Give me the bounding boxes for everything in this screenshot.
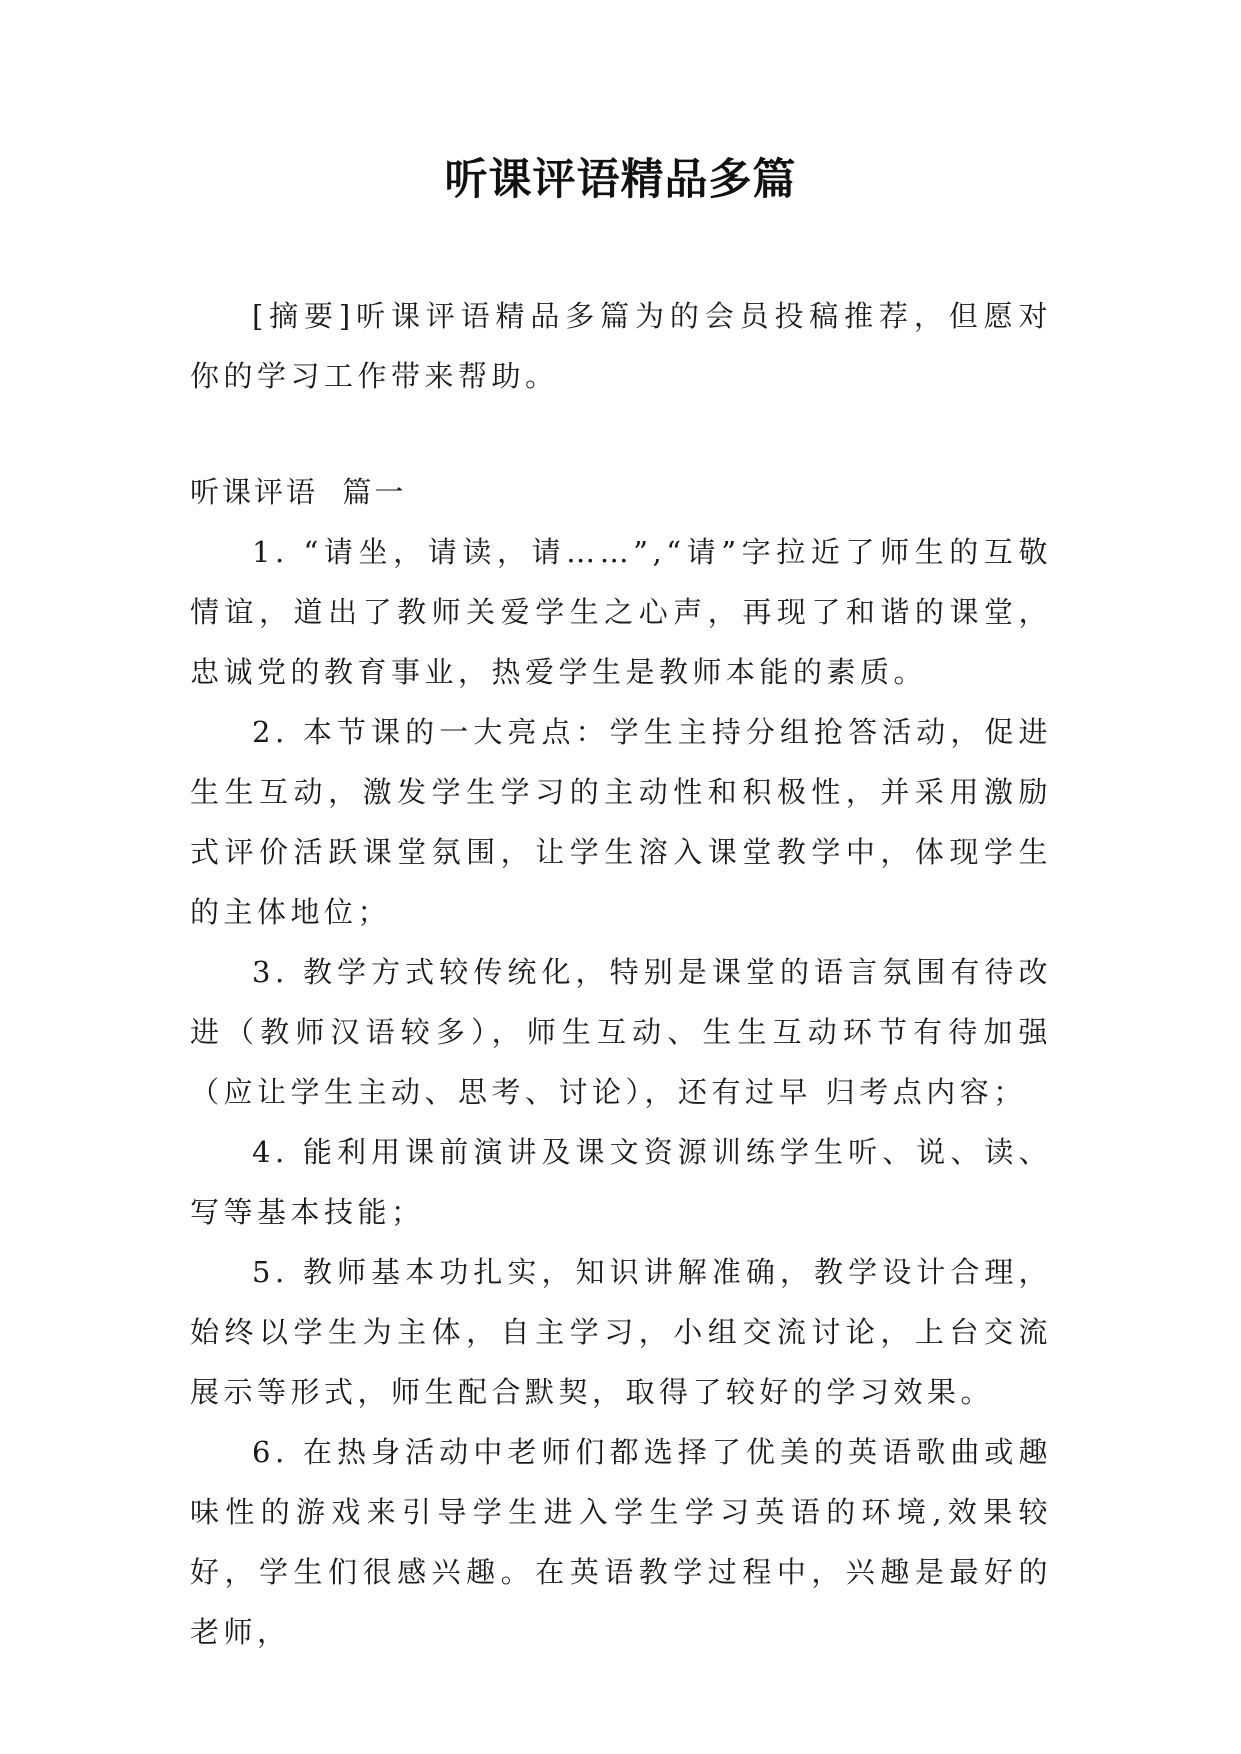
document-title: 听课评语精品多篇 (444, 155, 797, 205)
abstract-paragraph: [摘要]听课评语精品多篇为的会员投稿推荐，但愿对你的学习工作带来帮助。 (190, 299, 1052, 393)
comment-item-4: 4. 能利用课前演讲及课文资源训练学生听、说、读、写等基本技能； (190, 1135, 1052, 1229)
comment-item-3: 3. 教学方式较传统化，特别是课堂的语言氛围有待改进（教师汉语较多），师生互动、生生互动环节有待加强（应让学生主动、思考、讨论），还有过早 归考点内容； (190, 955, 1052, 1109)
comment-item-5: 5. 教师基本功扎实，知识讲解准确，教学设计合理，始终以学生为主体，自主学习，小组交流讨论，上台交流展示等形式，师生配合默契，取得了较好的学习效果。 (190, 1255, 1052, 1409)
comment-item-6: 6. 在热身活动中老师们都选择了优美的英语歌曲或趣味性的游戏来引导学生进入学生学习英语的环境,效果较好，学生们很感兴趣。在英语教学过程中，兴趣是最好的老师， (190, 1435, 1052, 1649)
section-heading: 听课评语 篇一 (190, 475, 407, 509)
comment-list (190, 522, 1052, 1662)
comment-item-1: 1. “请坐，请读，请……”,“请”字拉近了师生的互敬情谊，道出了教师关爱学生之心声，再现了和谐的课堂，忠诚党的教育事业，热爱学生是教师本能的素质。 (190, 535, 1052, 689)
comment-item-2: 2. 本节课的一大亮点：学生主持分组抢答活动，促进生生互动，激发学生学习的主动性和积极性，并采用激励式评价活跃课堂氛围，让学生溶入课堂教学中，体现学生的主体地位； (190, 715, 1052, 929)
